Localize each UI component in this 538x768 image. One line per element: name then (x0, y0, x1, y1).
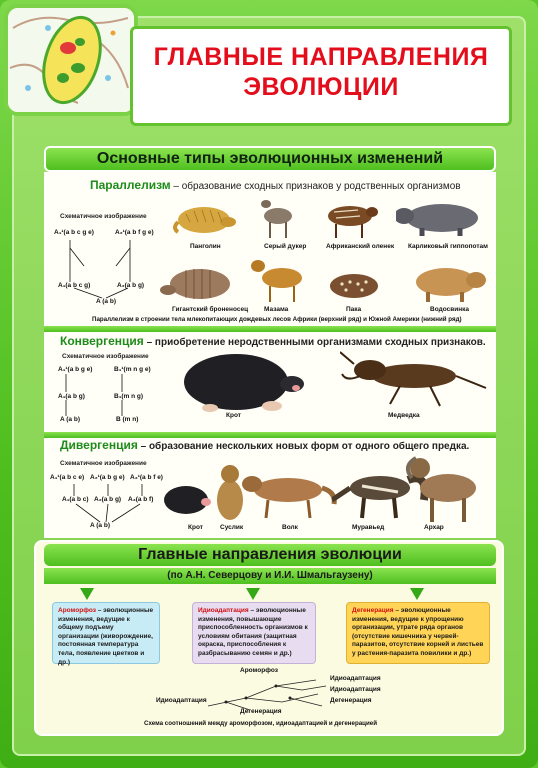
scheme-node: A₂(a b g) (117, 282, 145, 289)
parallelism-scheme-title: Схематичное изображение (60, 213, 147, 220)
scheme-label-aromorphosis: Ароморфоз (240, 667, 278, 674)
arrow-down-icon (246, 588, 260, 600)
mole-image (176, 346, 308, 416)
scheme-node: A₂¹(a b f g e) (115, 229, 154, 236)
capybara-image (406, 262, 486, 304)
scheme-node: A₁(a b c g) (58, 282, 91, 289)
scheme-node: A₃¹(a b f e) (130, 474, 163, 481)
arrow-down-icon (80, 588, 94, 600)
convergence-definition: – приобретение неродственными организмами сходных признаков. (143, 337, 486, 348)
divergence-line (60, 438, 469, 452)
scheme-label-idioadaptation: Идиоадаптация (330, 675, 381, 682)
aromorphosis-term: Ароморфоз (58, 607, 96, 614)
page-title-line1: ГЛАВНЫЕ НАПРАВЛЕНИЯ (153, 43, 489, 71)
argali-image (404, 452, 480, 524)
scheme-node: B₁(m n g) (114, 393, 144, 400)
plant-cell-icon (8, 8, 134, 112)
scheme-label-degeneration: Дегенерация (330, 697, 372, 704)
scheme-label-degeneration: Дегенерация (240, 708, 282, 715)
animal-label: Карликовый гиппопотам (408, 243, 488, 250)
plant-cell-illustration (4, 4, 138, 116)
scheme-node: A₂(a b g) (94, 496, 122, 503)
parallelism-caption: Параллелизм в строении тела млекопитающих дождевых лесов Африки (верхний ряд) и Южной Америки (нижний ряд) (92, 316, 462, 323)
animal-label: Крот (226, 412, 241, 419)
scheme-label-idioadaptation: Идиоадаптация (330, 686, 381, 693)
scheme-node: B (m n) (116, 416, 139, 423)
convergence-scheme-lines (58, 372, 158, 418)
convergence-scheme-title: Схематичное изображение (62, 353, 149, 360)
divergence-term: Дивергенция (60, 438, 138, 452)
giant-armadillo-image (160, 262, 236, 304)
scheme-node: A₂¹(a b g e) (90, 474, 125, 481)
scheme-node: A (a b) (90, 522, 110, 529)
divergence-scheme-lines (60, 482, 170, 524)
parallelism-line (90, 178, 461, 192)
chevrotain-image (318, 196, 380, 240)
parallelism-definition: – образование сходных признаков у родственных организмов (170, 181, 461, 192)
scheme-node: B₁¹(m n g e) (114, 366, 151, 373)
parallelism-term: Параллелизм (90, 178, 171, 192)
arrow-down-icon (410, 588, 424, 600)
parallelism-scheme-tree (50, 236, 160, 302)
directions-subtitle: (по А.Н. Северцову и И.И. Шмальгаузену) (44, 568, 496, 584)
directions-title: Главные направления эволюции (44, 544, 496, 566)
animal-label: Водосвинка (430, 306, 469, 313)
animal-label: Крот (188, 524, 203, 531)
duiker-image (258, 192, 298, 240)
animal-label: Медведка (388, 412, 420, 419)
idioadaptation-box (192, 602, 316, 664)
relation-scheme-diagram (206, 672, 332, 712)
scheme-node: A (a b) (96, 298, 116, 305)
scheme-node: A (a b) (60, 416, 80, 423)
animal-label: Пака (346, 306, 362, 313)
convergence-term: Конвергенция (60, 334, 144, 348)
pangolin-image (172, 198, 238, 238)
degeneration-text: – эволюционные изменения, ведущие к упрощению организации, утрате ряда органов (отсутствие кишечника у червей-паразитов, отсутствие корней и листьев у растения-паразита повилики и др.) (352, 607, 484, 657)
scheme-node: A₃(a b f) (128, 496, 154, 503)
section-title-types: Основные типы эволюционных изменений (44, 146, 496, 172)
animal-label: Гигантский броненосец (172, 306, 249, 313)
degeneration-term: Дегенерация (352, 607, 394, 614)
aromorphosis-text: – эволюционные изменения, ведущие к общему подъему организации (живорождение, постоянная температура тела, появление цветков и др.) (58, 607, 154, 666)
pygmy-hippo-image (396, 198, 492, 238)
wolf-image (242, 468, 338, 520)
scheme-node: A₁¹(a b g e) (58, 366, 93, 373)
relation-scheme-caption: Схема соотношений между ароморфозом, идиоадаптацией и дегенерацией (144, 720, 378, 727)
divergence-definition: – образование нескольких новых форм от одного общего предка. (137, 441, 470, 452)
animal-label: Архар (424, 524, 444, 531)
idioadaptation-term: Идиоадаптация (198, 607, 249, 614)
animal-label: Суслик (220, 524, 244, 531)
animal-label: Муравьед (352, 524, 385, 531)
brocket-deer-image (248, 252, 308, 304)
degeneration-box (346, 602, 490, 664)
animal-label: Африканский оленек (326, 243, 395, 250)
divergence-scheme-title: Схематичное изображение (60, 460, 147, 467)
scheme-node: A₁¹(a b c e) (50, 474, 85, 481)
scheme-node: A₁(a b g) (58, 393, 85, 400)
aromorphosis-box (52, 602, 160, 664)
animal-label: Волк (282, 524, 298, 531)
page-title-line2: ЭВОЛЮЦИИ (243, 73, 399, 101)
scheme-label-idioadaptation: Идиоадаптация (156, 697, 207, 704)
animal-label: Мазама (264, 306, 289, 313)
page-title (130, 42, 512, 102)
animal-label: Серый дукер (264, 243, 307, 250)
mole-small-image (160, 478, 212, 520)
idioadaptation-text: – эволюционные изменения, повышающие приспособленность организмов к условиям обитания (защитная окраска, приспособления к разбрасыванию семян и др.) (198, 607, 308, 657)
scheme-node: A₁(a b c) (62, 496, 89, 503)
paca-image (326, 268, 384, 304)
mole-cricket-image (340, 346, 490, 410)
animal-label: Панголин (190, 243, 221, 250)
scheme-node: A₁¹(a b c g e) (54, 229, 94, 236)
